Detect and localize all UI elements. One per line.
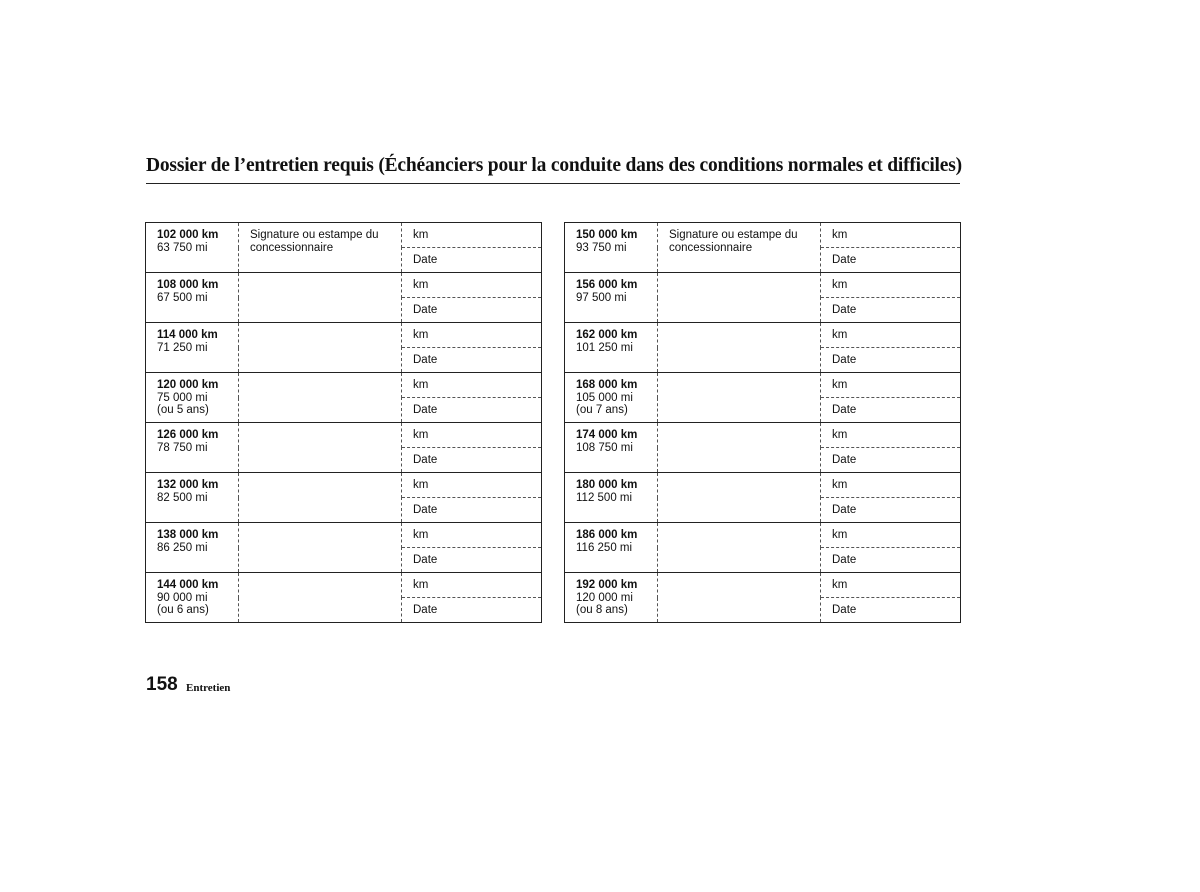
mileage-cell bbox=[565, 573, 658, 623]
date-label: Date bbox=[413, 304, 438, 316]
maintenance-record-table-left bbox=[145, 222, 542, 623]
record-row bbox=[146, 473, 542, 498]
km-entry-cell bbox=[402, 573, 542, 598]
km-entry-cell bbox=[821, 373, 961, 398]
mileage-cell bbox=[565, 523, 658, 573]
km-label: km bbox=[832, 329, 848, 341]
mileage-cell bbox=[146, 373, 239, 423]
km-entry-cell bbox=[402, 323, 542, 348]
date-label: Date bbox=[413, 354, 438, 366]
date-entry-cell bbox=[402, 598, 542, 623]
mileage-detail: (ou 5 ans) bbox=[157, 404, 209, 416]
mileage-km: 132 000 km bbox=[157, 479, 219, 491]
mileage-cell bbox=[565, 473, 658, 523]
mileage-km: 120 000 km bbox=[157, 379, 219, 391]
mileage-cell bbox=[146, 523, 239, 573]
mileage-cell bbox=[146, 423, 239, 473]
date-entry-cell bbox=[402, 448, 542, 473]
mileage-detail: 71 250 mi bbox=[157, 341, 208, 354]
mileage-km: 168 000 km bbox=[576, 379, 638, 391]
record-row bbox=[146, 223, 542, 248]
mileage-km: 138 000 km bbox=[157, 529, 219, 541]
date-entry-cell bbox=[821, 598, 961, 623]
signature-cell bbox=[658, 223, 821, 273]
signature-cell bbox=[239, 373, 402, 423]
mileage-detail: 112 500 mi bbox=[576, 491, 633, 504]
mileage-detail: 78 750 mi bbox=[157, 441, 208, 454]
record-row bbox=[146, 423, 542, 448]
signature-cell bbox=[239, 323, 402, 373]
record-row bbox=[565, 423, 961, 448]
mileage-detail: 97 500 mi bbox=[576, 291, 627, 304]
km-label: km bbox=[832, 279, 848, 291]
date-label: Date bbox=[413, 554, 438, 566]
km-label: km bbox=[832, 379, 848, 391]
mileage-km: 192 000 km bbox=[576, 579, 638, 591]
date-entry-cell bbox=[821, 398, 961, 423]
date-label: Date bbox=[413, 504, 438, 516]
mileage-km: 162 000 km bbox=[576, 329, 638, 341]
mileage-detail: 67 500 mi bbox=[157, 291, 208, 304]
date-label: Date bbox=[832, 504, 857, 516]
mileage-detail: 105 000 mi bbox=[576, 391, 633, 404]
mileage-detail: (ou 6 ans) bbox=[157, 604, 209, 616]
record-row bbox=[565, 273, 961, 298]
record-row bbox=[565, 473, 961, 498]
page-number: 158 bbox=[146, 674, 178, 695]
mileage-cell bbox=[146, 273, 239, 323]
signature-cell bbox=[658, 273, 821, 323]
date-label: Date bbox=[413, 604, 438, 616]
record-row bbox=[565, 573, 961, 598]
date-entry-cell bbox=[402, 348, 542, 373]
km-label: km bbox=[832, 529, 848, 541]
date-entry-cell bbox=[402, 298, 542, 323]
mileage-cell bbox=[565, 273, 658, 323]
mileage-km: 114 000 km bbox=[157, 329, 218, 341]
mileage-detail: 75 000 mi bbox=[157, 391, 208, 404]
record-row bbox=[565, 523, 961, 548]
km-entry-cell bbox=[402, 373, 542, 398]
mileage-cell bbox=[146, 223, 239, 273]
km-entry-cell bbox=[821, 473, 961, 498]
record-row bbox=[565, 223, 961, 248]
signature-label: Signature ou estampe du concessionnaire bbox=[250, 229, 379, 254]
km-label: km bbox=[413, 479, 429, 491]
mileage-detail: 120 000 mi bbox=[576, 591, 633, 604]
mileage-cell bbox=[565, 423, 658, 473]
date-entry-cell bbox=[821, 498, 961, 523]
km-entry-cell bbox=[402, 423, 542, 448]
mileage-cell bbox=[146, 323, 239, 373]
signature-cell bbox=[658, 373, 821, 423]
mileage-km: 126 000 km bbox=[157, 429, 219, 441]
date-label: Date bbox=[413, 404, 438, 416]
km-label: km bbox=[413, 329, 429, 341]
km-label: km bbox=[413, 379, 429, 391]
mileage-km: 156 000 km bbox=[576, 279, 638, 291]
date-entry-cell bbox=[821, 298, 961, 323]
km-label: km bbox=[413, 229, 429, 241]
km-entry-cell bbox=[821, 523, 961, 548]
mileage-km: 150 000 km bbox=[576, 229, 638, 241]
title-rule bbox=[146, 183, 960, 184]
mileage-detail: 90 000 mi bbox=[157, 591, 208, 604]
km-label: km bbox=[832, 229, 848, 241]
mileage-detail: 108 750 mi bbox=[576, 441, 633, 454]
km-entry-cell bbox=[402, 523, 542, 548]
signature-cell bbox=[658, 473, 821, 523]
date-label: Date bbox=[832, 404, 857, 416]
date-label: Date bbox=[832, 304, 857, 316]
date-entry-cell bbox=[821, 248, 961, 273]
km-label: km bbox=[413, 429, 429, 441]
date-label: Date bbox=[832, 454, 857, 466]
mileage-detail: 93 750 mi bbox=[576, 241, 627, 254]
signature-cell bbox=[239, 273, 402, 323]
date-entry-cell bbox=[821, 448, 961, 473]
km-entry-cell bbox=[821, 423, 961, 448]
page-title: Dossier de l’entretien requis (Échéanciers pour la conduite dans des conditions normales et difficiles) bbox=[146, 155, 962, 176]
mileage-detail: 82 500 mi bbox=[157, 491, 208, 504]
date-label: Date bbox=[413, 454, 438, 466]
date-entry-cell bbox=[821, 548, 961, 573]
signature-cell bbox=[239, 473, 402, 523]
mileage-detail: 86 250 mi bbox=[157, 541, 208, 554]
km-entry-cell bbox=[821, 273, 961, 298]
km-label: km bbox=[832, 429, 848, 441]
km-label: km bbox=[832, 479, 848, 491]
mileage-detail: (ou 8 ans) bbox=[576, 604, 628, 616]
km-entry-cell bbox=[821, 323, 961, 348]
km-label: km bbox=[413, 529, 429, 541]
signature-cell bbox=[658, 323, 821, 373]
mileage-km: 144 000 km bbox=[157, 579, 219, 591]
date-label: Date bbox=[832, 254, 857, 266]
mileage-cell bbox=[565, 323, 658, 373]
record-row bbox=[146, 323, 542, 348]
mileage-km: 180 000 km bbox=[576, 479, 638, 491]
date-label: Date bbox=[832, 554, 857, 566]
date-entry-cell bbox=[821, 348, 961, 373]
date-entry-cell bbox=[402, 498, 542, 523]
record-row bbox=[146, 523, 542, 548]
signature-cell bbox=[239, 573, 402, 623]
km-label: km bbox=[832, 579, 848, 591]
date-label: Date bbox=[832, 354, 857, 366]
record-row bbox=[146, 273, 542, 298]
date-entry-cell bbox=[402, 548, 542, 573]
km-entry-cell bbox=[402, 473, 542, 498]
mileage-cell bbox=[565, 373, 658, 423]
signature-cell bbox=[239, 223, 402, 273]
mileage-detail: 101 250 mi bbox=[576, 341, 633, 354]
signature-cell bbox=[658, 423, 821, 473]
mileage-km: 186 000 km bbox=[576, 529, 638, 541]
record-row bbox=[146, 573, 542, 598]
date-entry-cell bbox=[402, 248, 542, 273]
mileage-km: 108 000 km bbox=[157, 279, 219, 291]
km-entry-cell bbox=[402, 273, 542, 298]
mileage-km: 174 000 km bbox=[576, 429, 638, 441]
mileage-detail: 116 250 mi bbox=[576, 541, 633, 554]
section-label: Entretien bbox=[186, 682, 231, 694]
km-entry-cell bbox=[402, 223, 542, 248]
record-row bbox=[565, 323, 961, 348]
signature-cell bbox=[239, 523, 402, 573]
date-entry-cell bbox=[402, 398, 542, 423]
signature-cell bbox=[658, 523, 821, 573]
maintenance-record-table-right bbox=[564, 222, 961, 623]
record-row bbox=[565, 373, 961, 398]
km-label: km bbox=[413, 279, 429, 291]
km-label: km bbox=[413, 579, 429, 591]
mileage-km: 102 000 km bbox=[157, 229, 219, 241]
mileage-detail: (ou 7 ans) bbox=[576, 404, 628, 416]
date-label: Date bbox=[413, 254, 438, 266]
km-entry-cell bbox=[821, 223, 961, 248]
mileage-cell bbox=[146, 473, 239, 523]
signature-label: Signature ou estampe du concessionnaire bbox=[669, 229, 798, 254]
km-entry-cell bbox=[821, 573, 961, 598]
signature-cell bbox=[239, 423, 402, 473]
signature-cell bbox=[658, 573, 821, 623]
mileage-cell bbox=[146, 573, 239, 623]
mileage-cell bbox=[565, 223, 658, 273]
date-label: Date bbox=[832, 604, 857, 616]
record-row bbox=[146, 373, 542, 398]
mileage-detail: 63 750 mi bbox=[157, 241, 208, 254]
